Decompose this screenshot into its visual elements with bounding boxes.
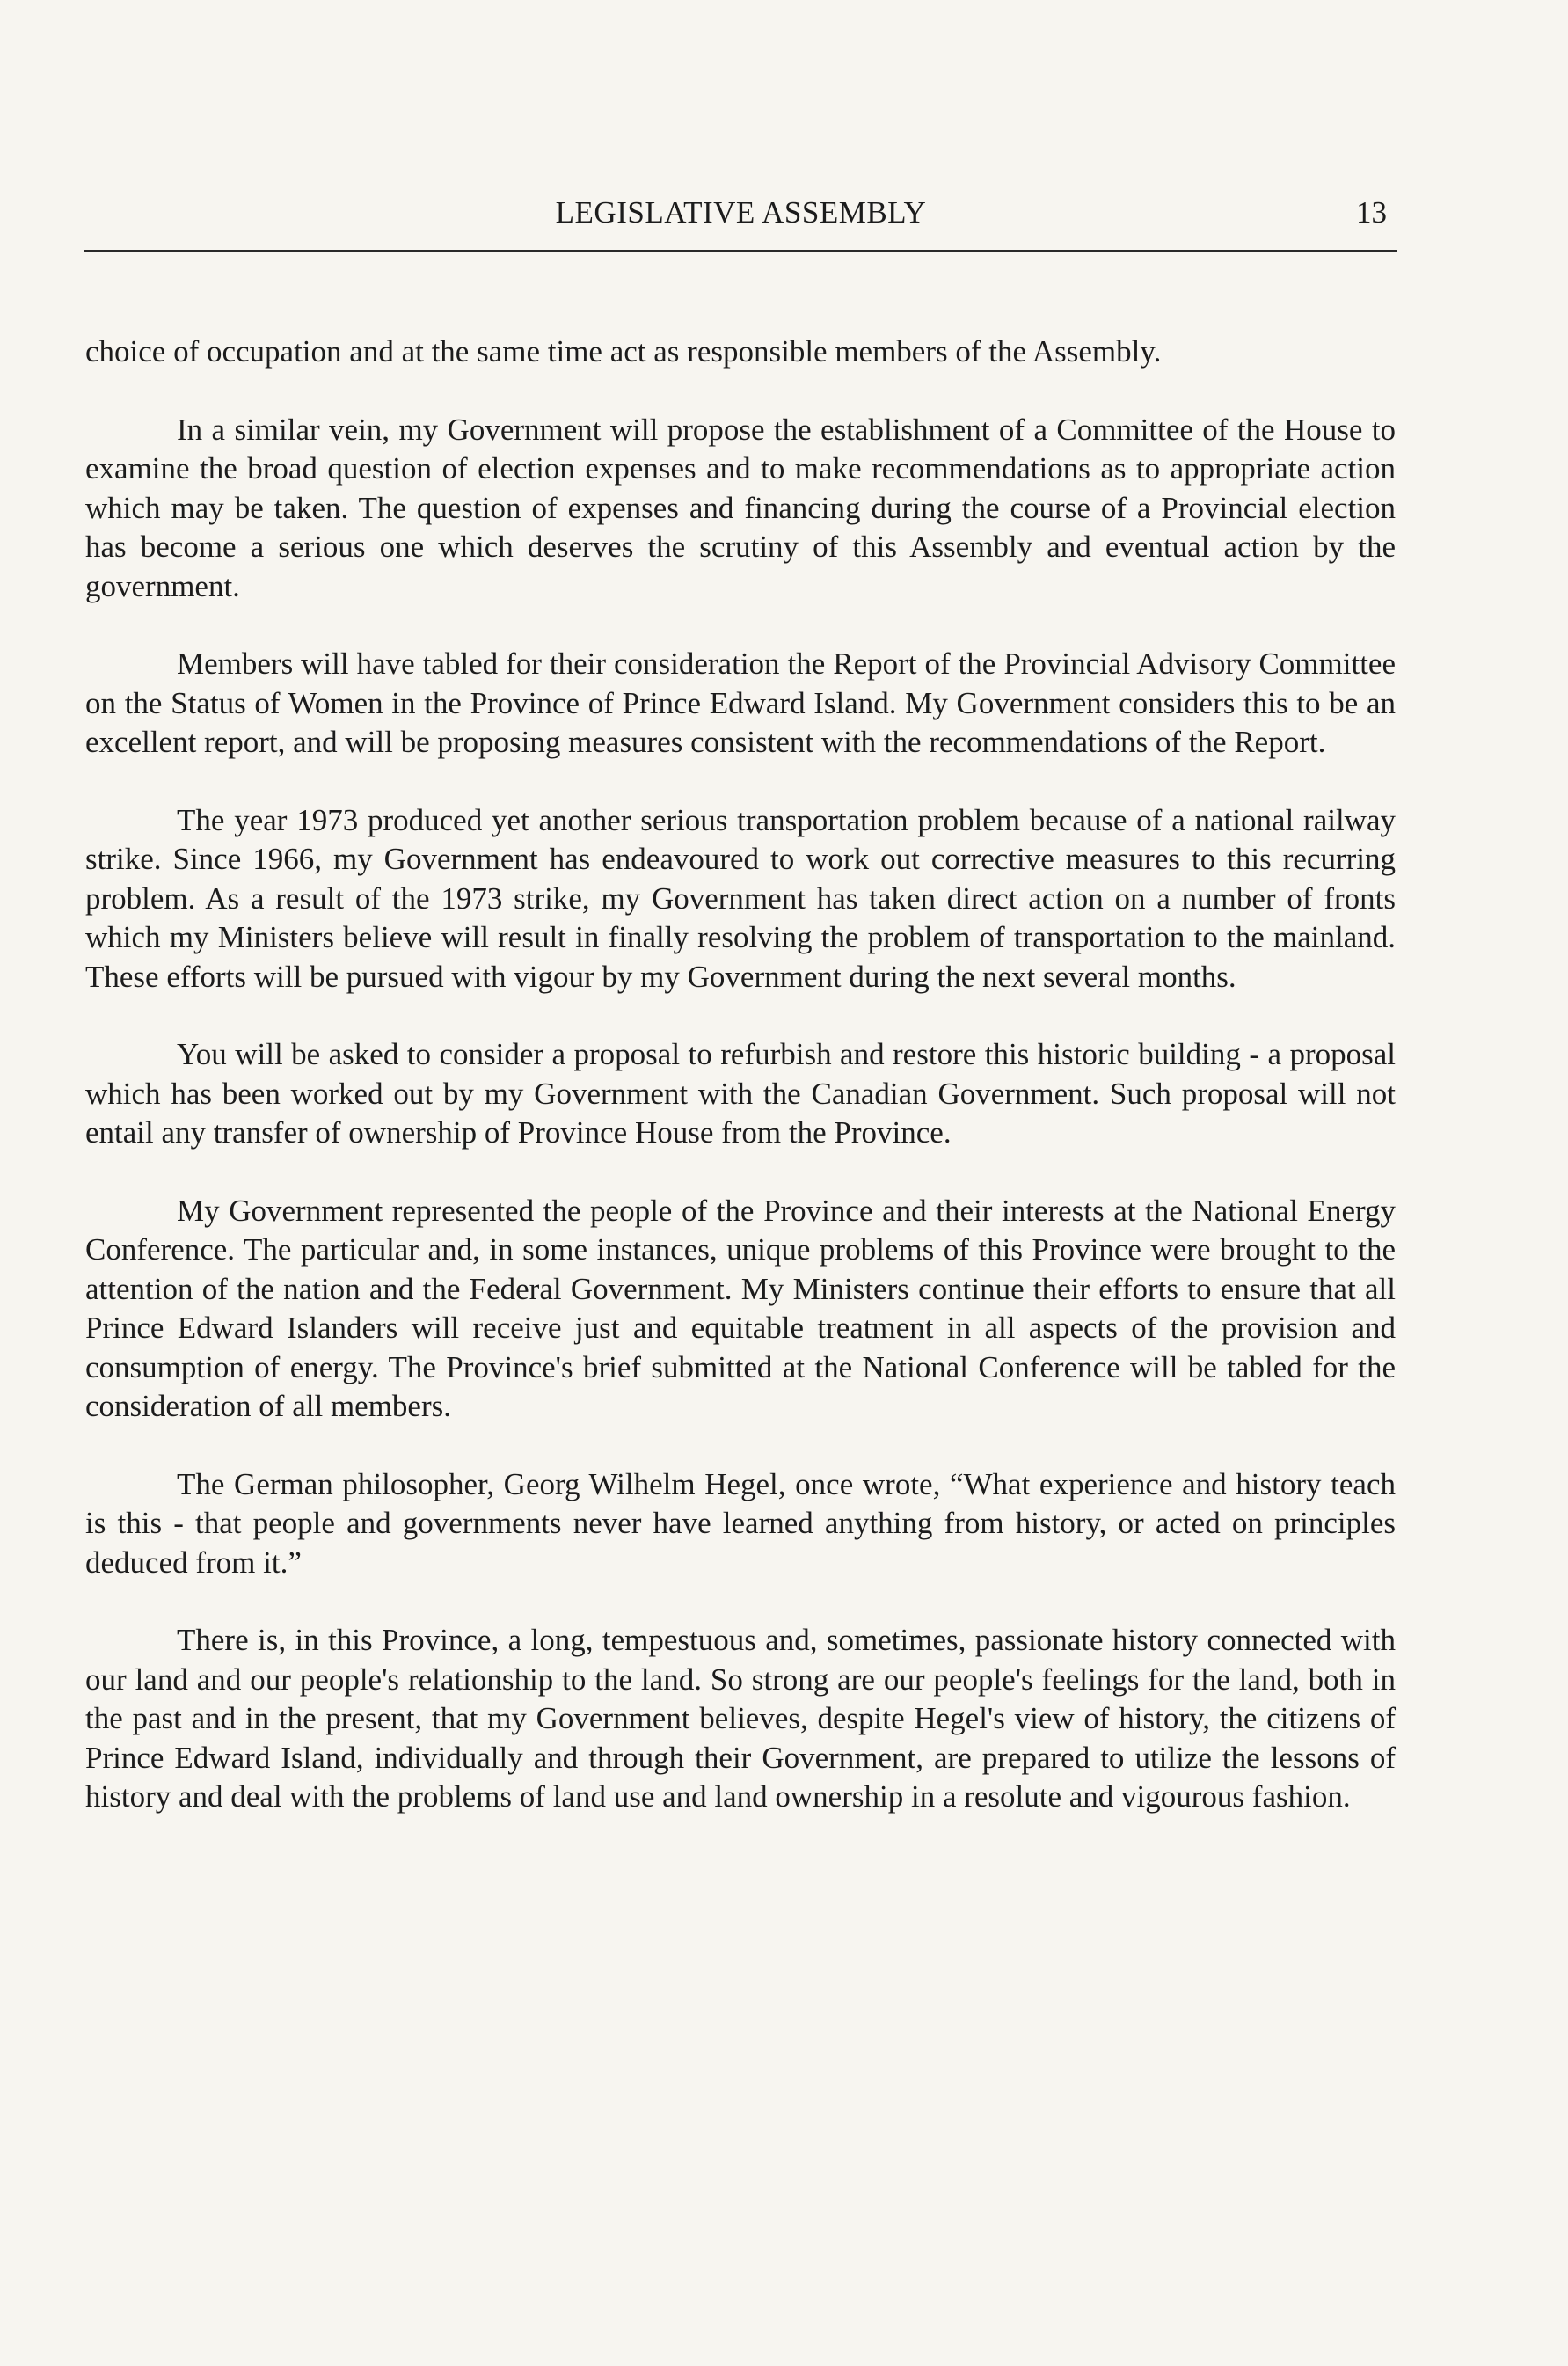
paragraph-3: Members will have tabled for their consideration the Report of the Provincial Advisory Committee on the Status of Women in the Province of Prince Edward Island. My Government considers this to be an excellent report, and will be proposing measures consistent with the recommendations of the Report. (85, 646, 1396, 759)
paragraph-4: The year 1973 produced yet another serious transportation problem because of a national railway strike. Since 1966, my Government has endeavoured to work out corrective measures to this recurring problem. As a result of the 1973 strike, my Government has taken direct action on a number of fronts which my Ministers believe will result in finally resolving the problem of transportation to the mainland. These efforts will be pursued with vigour by my Government during the next several months. (85, 802, 1396, 994)
paragraph-7: The German philosopher, Georg Wilhelm Hegel, once wrote, “What experience and history teach is this - that people and governments never have learned anything from history, or acted on principles deduced from it.” (85, 1466, 1396, 1580)
page-header (84, 186, 1397, 239)
running-head: LEGISLATIVE ASSEMBLY (555, 195, 927, 230)
paragraph-5: You will be asked to consider a proposal to refurbish and restore this historic building - a proposal which has been worked out by my Government with the Canadian Government. Such proposal will not entail any transfer of ownership of Province House from the Province. (85, 1037, 1396, 1150)
header-rule (84, 250, 1397, 252)
paragraph-2: In a similar vein, my Government will propose the establishment of a Committee of the House to examine the broad question of election expenses and to make recommendations as to appropriate action which may be taken. The question of expenses and financing during the course of a Provincial election has become a serious one which deserves the scrutiny of this Assembly and eventual action by the government. (85, 412, 1396, 603)
body-text (85, 332, 1396, 1856)
paragraph-1: choice of occupation and at the same time act as responsible members of the Assembly. (85, 334, 1162, 369)
paragraph-8: There is, in this Province, a long, tempestuous and, sometimes, passionate history connected with our land and our people's relationship to the land. So strong are our people's feelings for the land, both in the past and in the present, that my Government believes, despite Hegel's view of history, the citizens of Prince Edward Island, individually and through their Government, are prepared to utilize the lessons of history and deal with the problems of land use and land ownership in a resolute and vigourous fashion. (85, 1623, 1396, 1814)
paragraph-6: My Government represented the people of the Province and their interests at the National Energy Conference. The particular and, in some instances, unique problems of this Province were brought to the attention of the nation and the Federal Government. My Ministers continue their efforts to ensure that all Prince Edward Islanders will receive just and equitable treatment in all aspects of the provision and consumption of energy. The Province's brief submitted at the National Conference will be tabled for the consideration of all members. (85, 1193, 1396, 1423)
page-number: 13 (1356, 195, 1387, 230)
